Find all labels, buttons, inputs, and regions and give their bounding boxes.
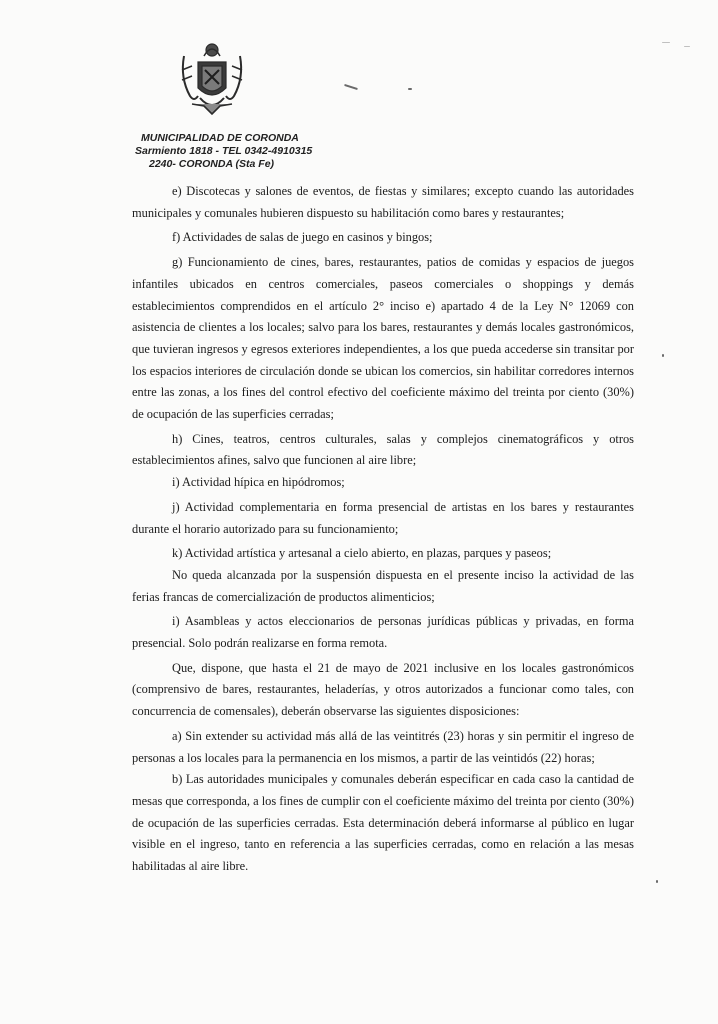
paragraph-ferias-exception: No queda alcanzada por la suspensión dispuesta en el presente inciso la actividad de las ferias francas de comercialización de productos alimenticios; [132,567,634,604]
municipality-name: MUNICIPALIDAD DE CORONDA [141,132,299,144]
scan-speck [662,42,670,43]
paragraph-item-k: k) Actividad artística y artesanal a cielo abierto, en plazas, parques y paseos; [172,546,552,561]
paragraph-item-g: g) Funcionamiento de cines, bares, restaurantes, patios de comidas y espacios de juegos infantiles ubicados en centros comerciales, paseos comerciales o shoppings y demás establecimientos comprendidos en el artículo 2° inciso e) apartado 4 de la Ley N° 12069 con asistencia de clientes a los locales; salvo para los bares, restaurantes y demás locales gastronómicos, que tuvieran ingresos y egresos exteriores independientes, a los que pueda accederse sin transitar por los espacios interiores de circulación donde se ubican los comercios, sin habilitar corredores internos entre las zonas, a los fines del control efectivo del coeficiente máximo del treinta por ciento (30%) de ocupación de las superficies cerradas; [132,255,634,422]
scan-speck [344,84,358,90]
document-body [132,181,634,878]
scan-speck [684,46,690,47]
paragraph-item-i-hipica: i) Actividad hípica en hipódromos; [172,475,345,490]
paragraph-item-f: f) Actividades de salas de juego en casinos y bingos; [172,230,433,245]
paragraph-item-e: e) Discotecas y salones de eventos, de fiestas y similares; excepto cuando las autoridades municipales y comunales hubieren dispuesto su habilitación como bares y restaurantes; [132,184,634,220]
scan-speck [656,880,658,883]
letterhead [135,132,375,171]
paragraph-gastronomic-provisions: Que, dispone, que hasta el 21 de mayo de 2021 inclusive en los locales gastronómicos (comprensivo de bares, restaurantes, heladerías, y otros autorizados a funcionar como tales, con concurrencia de comensales), deberán observarse las siguientes disposiciones: [132,660,634,719]
paragraph-item-i-asambleas: i) Asambleas y actos eleccionarios de personas jurídicas públicas y privadas, en forma presencial. Solo podrán realizarse en forma remota. [132,614,634,651]
scan-speck [408,88,412,90]
municipal-coat-of-arms-seal [176,36,248,118]
municipality-address-phone: Sarmiento 1818 - TEL 0342-4910315 [135,145,313,157]
paragraph-provision-a: a) Sin extender su actividad más allá de las veintitrés (23) horas y sin permitir el ingreso de personas a los locales para la permanencia en los mismos, a partir de las veintidós (22) horas; [132,728,634,765]
paragraph-item-h: h) Cines, teatros, centros culturales, salas y complejos cinematográficos y otros establecimientos afines, salvo que funcionen al aire libre; [132,431,634,468]
scan-speck [662,354,664,357]
municipality-city: 2240- CORONDA (Sta Fe) [149,158,275,170]
paragraph-provision-b: b) Las autoridades municipales y comunales deberán especificar en cada caso la cantidad de mesas que corresponda, a los fines de cumplir con el coeficiente máximo del treinta por ciento (30%) de ocupación de las superficies cerradas. Esta determinación deberá informarse al público en lugar visible en el ingreso, tanto en referencia a las superficies cerradas, como en relación a las mesas habilitadas al aire libre. [132,772,634,874]
paragraph-item-j: j) Actividad complementaria en forma presencial de artistas en los bares y restaurantes durante el horario autorizado para su funcionamiento; [132,499,634,536]
